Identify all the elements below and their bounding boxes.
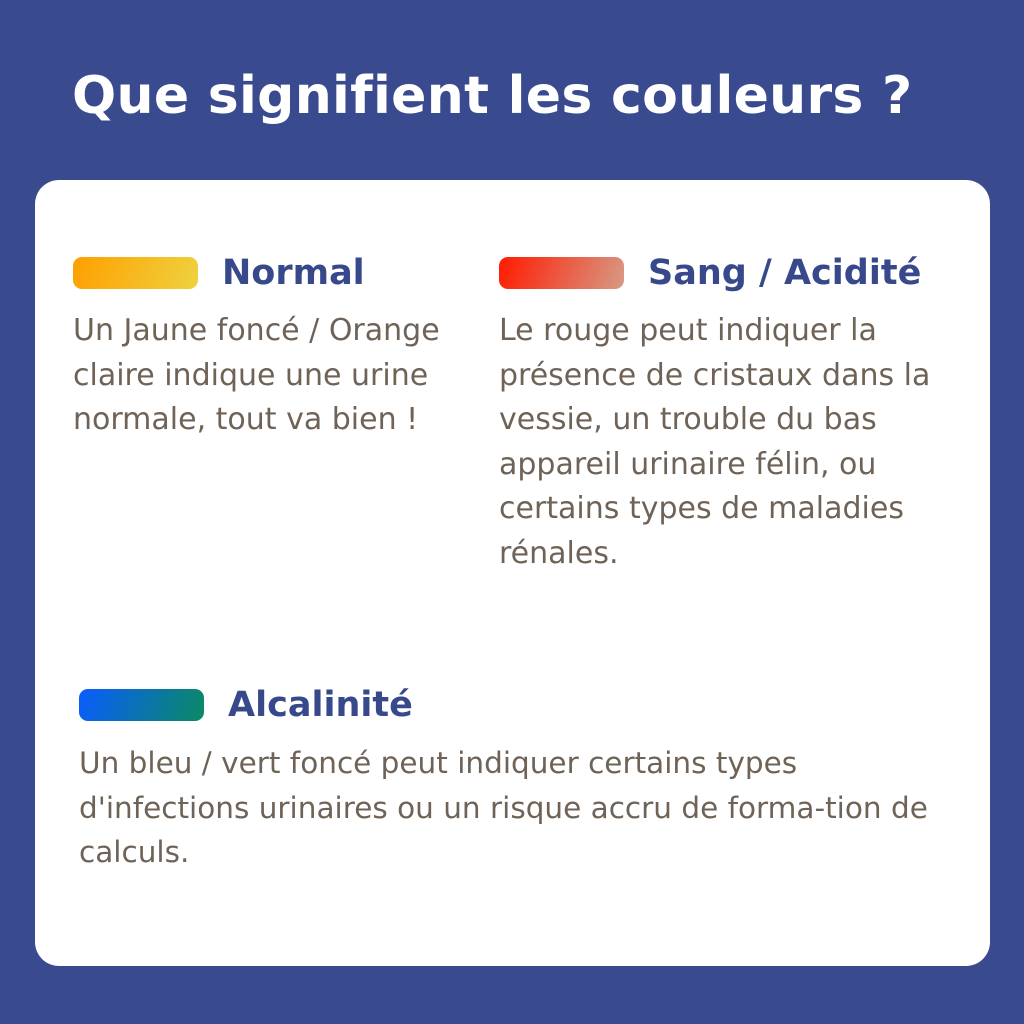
section-title-sang-acidite: Sang / Acidité xyxy=(648,253,922,293)
section-alcalinite xyxy=(79,675,959,875)
section-header xyxy=(499,243,969,303)
section-text-alcalinite: Un bleu / vert foncé peut indiquer certains types d'infections urinaires ou un risque accru de forma-tion de calculs. xyxy=(79,746,928,869)
normal-color-swatch xyxy=(73,257,198,289)
section-header xyxy=(79,675,959,735)
page-title: Que signifient les couleurs ? xyxy=(72,66,913,126)
section-text-sang-acidite: Le rouge peut indiquer la présence de cristaux dans la vessie, un trouble du bas appareil urinaire félin, ou certains types de maladies rénales. xyxy=(499,313,931,571)
section-title-normal: Normal xyxy=(222,253,365,293)
sang-color-swatch xyxy=(499,257,624,289)
section-normal xyxy=(73,243,453,443)
color-guide-card xyxy=(35,180,990,966)
section-sang-acidite xyxy=(499,243,969,576)
section-title-alcalinite: Alcalinité xyxy=(228,685,413,725)
alcalinite-color-swatch xyxy=(79,689,204,721)
section-text-normal: Un Jaune foncé / Orange claire indique une urine normale, tout va bien ! xyxy=(73,313,440,437)
section-header xyxy=(73,243,453,303)
